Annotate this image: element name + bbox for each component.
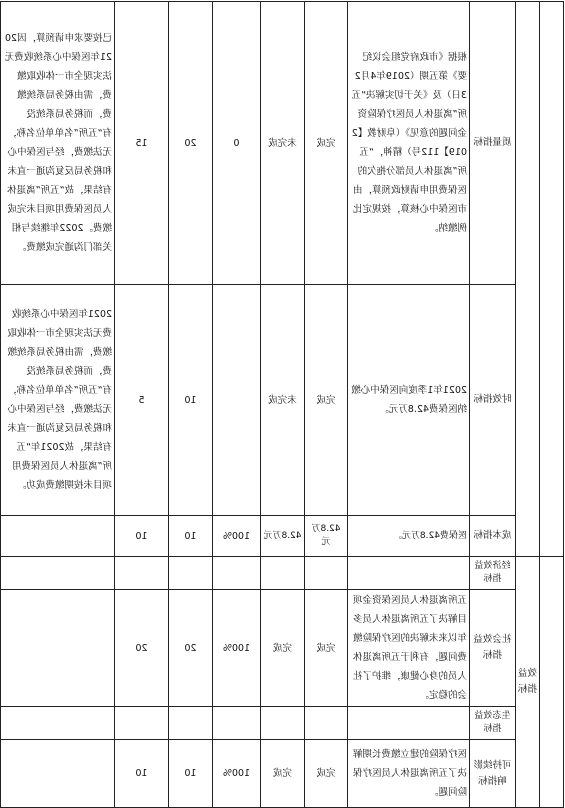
performance-indicator-table <box>0 1 564 808</box>
category-cell: 时效指标 <box>470 285 516 516</box>
indicator-cell <box>348 707 470 740</box>
category-cell: 生态效益指标 <box>470 707 516 740</box>
score-cell: 20 <box>115 590 169 707</box>
score-cell <box>115 557 169 590</box>
target-cell: 完成 <box>305 285 348 516</box>
table-row <box>1 285 564 516</box>
score-cell <box>115 707 169 740</box>
category-cell: 成本指标 <box>470 516 516 557</box>
outer-merged-cell <box>540 2 564 557</box>
reason-cell <box>1 557 115 590</box>
actual-cell <box>261 557 305 590</box>
reason-cell <box>1 740 115 808</box>
target-cell <box>305 707 348 740</box>
reason-cell <box>1 516 115 557</box>
table-row <box>1 516 564 557</box>
score-cell: 10 <box>115 516 169 557</box>
indicator-cell: 2021年1季度向医保中心缴纳医保费42.8万元。 <box>348 285 470 516</box>
table-row <box>1 740 564 808</box>
category-cell: 社会效益指标 <box>470 590 516 707</box>
table-row <box>1 707 564 740</box>
indicator-cell: 医疗保险的建立缴费长期解决了五所离退休人员医疗保险问题。 <box>348 740 470 808</box>
table-row <box>1 2 564 285</box>
weight-cell: 10 <box>169 740 213 808</box>
actual-cell <box>261 707 305 740</box>
score-cell: 5 <box>115 285 169 516</box>
group-label-cell: 效益指标 <box>516 557 540 808</box>
reason-cell <box>1 590 115 707</box>
score-cell: 10 <box>115 740 169 808</box>
indicator-cell: 五所离退休人员医保资金项目解决了五所离退休人员多年以来未解决的医疗保险缴费问题，有利于五所离退休人员的身心健康，维护了社会的稳定。 <box>348 590 470 707</box>
rate-cell: 100% <box>213 590 261 707</box>
reason-cell: 2021年医保中心系统收费无法实现全市一体收取缴费，需由税务局系统缴费，而税务局系统没有“五所”名单单位名称，无法缴费，经与医保中心和税务局反复沟通一直未有结果，故2021年“五所”离退休人员医保费用项目未按期缴费成功。 <box>1 285 115 516</box>
target-cell <box>305 557 348 590</box>
weight-cell: 20 <box>169 2 213 285</box>
target-cell: 完成 <box>305 2 348 285</box>
table-row <box>1 557 564 590</box>
reason-cell <box>1 707 115 740</box>
reason-cell: 已按要求申请预算，因2021年医保中心系统收费无法实现全市一体收取缴费，需由税务局系统缴费，而税务局系统没有“五所”名单单位名称，无法缴费，经与医保中心和税务局反复沟通一直未有结果，故“五所”离退休人员医保费用项目未完成缴费。2022年继续与相关部门沟通完成缴费。 <box>1 2 115 285</box>
table-row <box>1 590 564 707</box>
category-cell: 经济效益指标 <box>470 557 516 590</box>
actual-cell: 42.8万元 <box>261 516 305 557</box>
score-cell: 15 <box>115 2 169 285</box>
outer-merged-cell <box>540 557 564 808</box>
output-group-cell <box>516 2 540 557</box>
weight-cell <box>169 707 213 740</box>
indicator-cell <box>348 557 470 590</box>
indicator-cell: 根据《市政府党组会议纪要》第五期（2019年4月23日）及《关于切实解决“五所”离退休人员医疗保险资金问题的意见》（阜财教【2019】112号）精神，“五所”离退休人员部分拖欠的医保费用申请财政预算，由市医保中心核算，按规定比例缴纳。 <box>348 2 470 285</box>
rate-cell: 100% <box>213 740 261 808</box>
rate-cell <box>213 285 261 516</box>
weight-cell: 10 <box>169 285 213 516</box>
weight-cell: 10 <box>169 516 213 557</box>
actual-cell: 完成 <box>261 590 305 707</box>
indicator-cell: 医保费42.8万元。 <box>348 516 470 557</box>
actual-cell: 未完成 <box>261 2 305 285</box>
target-cell: 42.8万元 <box>305 516 348 557</box>
weight-cell <box>169 557 213 590</box>
weight-cell: 20 <box>169 590 213 707</box>
rate-cell: 100% <box>213 516 261 557</box>
rate-cell <box>213 557 261 590</box>
category-cell: 可持续影响指标 <box>470 740 516 808</box>
target-cell: 完成 <box>305 740 348 808</box>
category-cell: 质量指标 <box>470 2 516 285</box>
rate-cell: 0 <box>213 2 261 285</box>
target-cell: 完成 <box>305 590 348 707</box>
actual-cell: 未完成 <box>261 285 305 516</box>
actual-cell: 完成 <box>261 740 305 808</box>
rate-cell <box>213 707 261 740</box>
